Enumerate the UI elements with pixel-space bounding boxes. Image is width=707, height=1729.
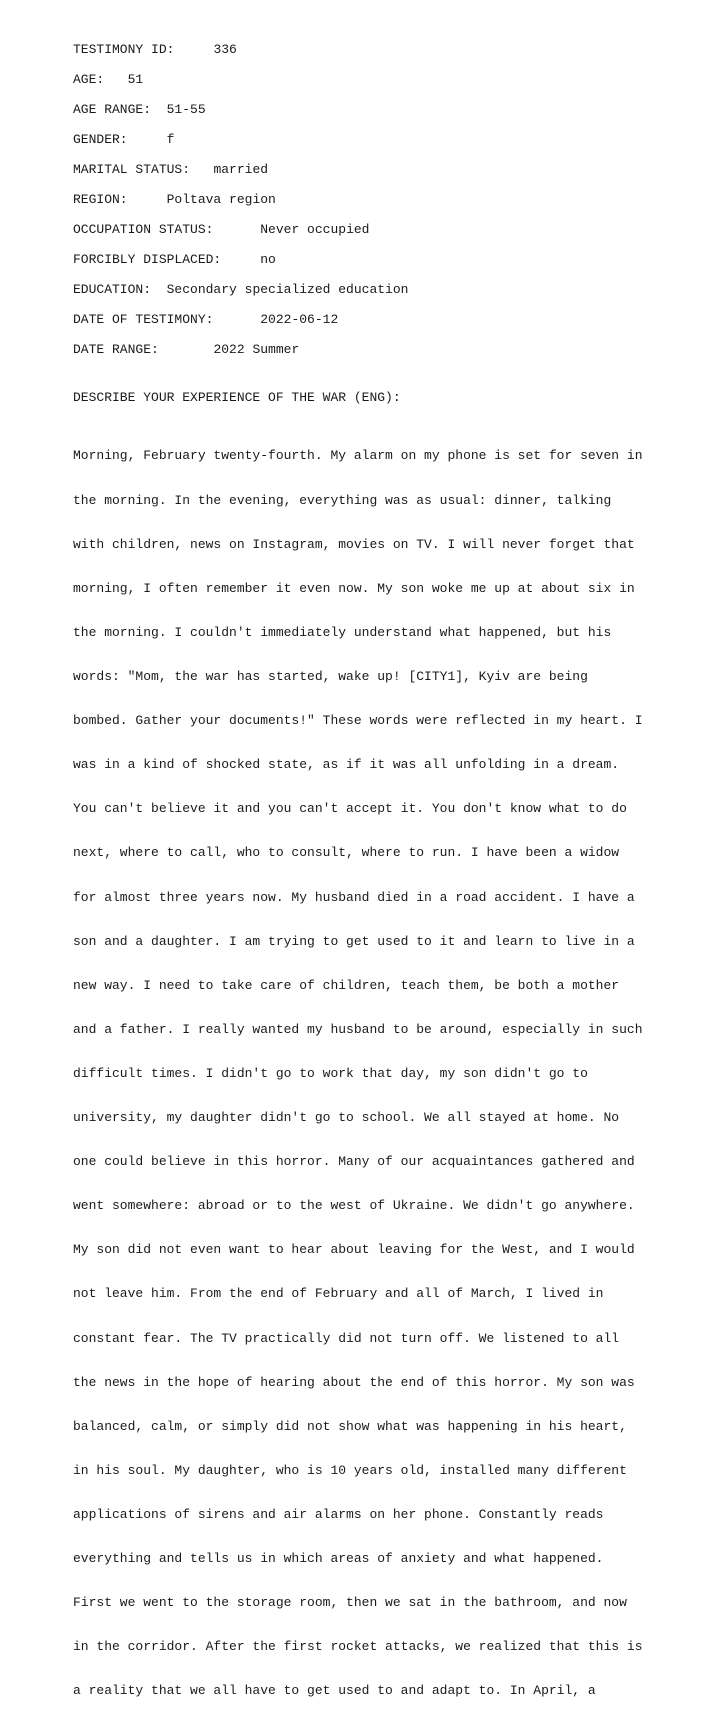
- body-line: You can't believe it and you can't accept it. You don't know what to do: [73, 801, 627, 817]
- field-value: married: [213, 162, 269, 177]
- body-line: constant fear. The TV practically did not turn off. We listened to all: [73, 1330, 620, 1346]
- body-line: balanced, calm, or simply did not show what was happening in his heart,: [73, 1418, 627, 1434]
- body-line: Morning, February twenty-fourth. My alarm on my phone is set for seven in: [73, 448, 643, 464]
- body-line: son and a daughter. I am trying to get used to it and learn to live in a: [73, 933, 635, 949]
- body-line: difficult times. I didn't go to work that day, my son didn't go to: [73, 1065, 588, 1081]
- body-line: one could believe in this horror. Many of our acquaintances gathered and: [73, 1154, 635, 1170]
- field-spacer: [159, 342, 214, 357]
- body-line: bombed. Gather your documents!" These words were reflected in my heart. I: [73, 713, 643, 729]
- body-line: the news in the hope of hearing about the end of this horror. My son was: [73, 1374, 635, 1390]
- field-label: EDUCATION:: [73, 282, 152, 297]
- testimony-document: [73, 42, 673, 1729]
- body-line: in the corridor. After the first rocket attacks, we realized that this is: [73, 1639, 643, 1655]
- field-value: Secondary specialized education: [166, 282, 409, 297]
- field-value: 51: [127, 72, 144, 87]
- metadata-fields: [73, 42, 673, 372]
- field-value: Never occupied: [260, 222, 370, 237]
- field-value: 2022 Summer: [213, 342, 300, 357]
- field-value: 2022-06-12: [260, 312, 339, 327]
- field-age: [73, 72, 673, 102]
- body-line: morning, I often remember it even now. My son woke me up at about six in: [73, 580, 635, 596]
- field-spacer: [128, 192, 167, 207]
- field-value: 51-55: [166, 102, 206, 117]
- body-line: words: "Mom, the war has started, wake up! [CITY1], Kyiv are being: [73, 668, 588, 684]
- body-line: the morning. I couldn't immediately understand what happened, but his: [73, 624, 612, 640]
- field-spacer: [190, 162, 213, 177]
- field-spacer: [151, 102, 167, 117]
- field-spacer: [128, 132, 167, 147]
- field-value: 336: [213, 42, 237, 57]
- section-heading: DESCRIBE YOUR EXPERIENCE OF THE WAR (ENG):: [73, 390, 401, 405]
- body-line: next, where to call, who to consult, where to run. I have been a widow: [73, 845, 620, 861]
- body-line: with children, news on Instagram, movies on TV. I will never forget that: [73, 536, 635, 552]
- body-line: university, my daughter didn't go to school. We all stayed at home. No: [73, 1110, 620, 1126]
- field-forcibly-displaced: [73, 252, 673, 282]
- field-label: MARITAL STATUS:: [73, 162, 191, 177]
- field-label: AGE:: [73, 72, 105, 87]
- field-label: DATE RANGE:: [73, 342, 159, 357]
- section-spacer: [73, 372, 673, 390]
- body-line: a reality that we all have to get used to and adapt to. In April, a: [73, 1683, 596, 1699]
- body-line: My son did not even want to hear about leaving for the West, and I would: [73, 1242, 635, 1258]
- body-line: in his soul. My daughter, who is 10 years old, installed many different: [73, 1462, 627, 1478]
- body-line: the morning. In the evening, everything was as usual: dinner, talking: [73, 492, 612, 508]
- field-label: OCCUPATION STATUS:: [73, 222, 214, 237]
- field-date-range: [73, 342, 673, 372]
- field-label: TESTIMONY ID:: [73, 42, 175, 57]
- field-label: GENDER:: [73, 132, 128, 147]
- body-line: everything and tells us in which areas of anxiety and what happened.: [73, 1551, 604, 1567]
- field-testimony-id: [73, 42, 673, 72]
- body-line: and a father. I really wanted my husband to be around, especially in such: [73, 1021, 643, 1037]
- field-date-of-testimony: [73, 312, 673, 342]
- body-line: applications of sirens and air alarms on her phone. Constantly reads: [73, 1507, 604, 1523]
- field-spacer: [104, 72, 127, 87]
- field-label: AGE RANGE:: [73, 102, 152, 117]
- field-value: f: [166, 132, 175, 147]
- body-line: was in a kind of shocked state, as if it was all unfolding in a dream.: [73, 757, 620, 773]
- field-spacer: [213, 312, 260, 327]
- field-spacer: [221, 252, 260, 267]
- field-label: REGION:: [73, 192, 128, 207]
- field-region: [73, 192, 673, 222]
- body-line: went somewhere: abroad or to the west of Ukraine. We didn't go anywhere.: [73, 1198, 635, 1214]
- body-line: new way. I need to take care of children, teach them, be both a mother: [73, 977, 620, 993]
- field-gender: [73, 132, 673, 162]
- body-line: First we went to the storage room, then we sat in the bathroom, and now: [73, 1595, 627, 1611]
- field-education: [73, 282, 673, 312]
- body-line: not leave him. From the end of February and all of March, I lived in: [73, 1286, 604, 1302]
- field-marital-status: [73, 162, 673, 192]
- field-value: no: [260, 252, 276, 267]
- field-spacer: [151, 282, 167, 297]
- testimony-body: [73, 420, 663, 1729]
- field-label: DATE OF TESTIMONY:: [73, 312, 214, 327]
- field-occupation-status: [73, 222, 673, 252]
- field-spacer: [174, 42, 213, 57]
- body-line: for almost three years now. My husband died in a road accident. I have a: [73, 889, 635, 905]
- field-age-range: [73, 102, 673, 132]
- field-spacer: [213, 222, 260, 237]
- field-value: Poltava region: [166, 192, 276, 207]
- field-label: FORCIBLY DISPLACED:: [73, 252, 222, 267]
